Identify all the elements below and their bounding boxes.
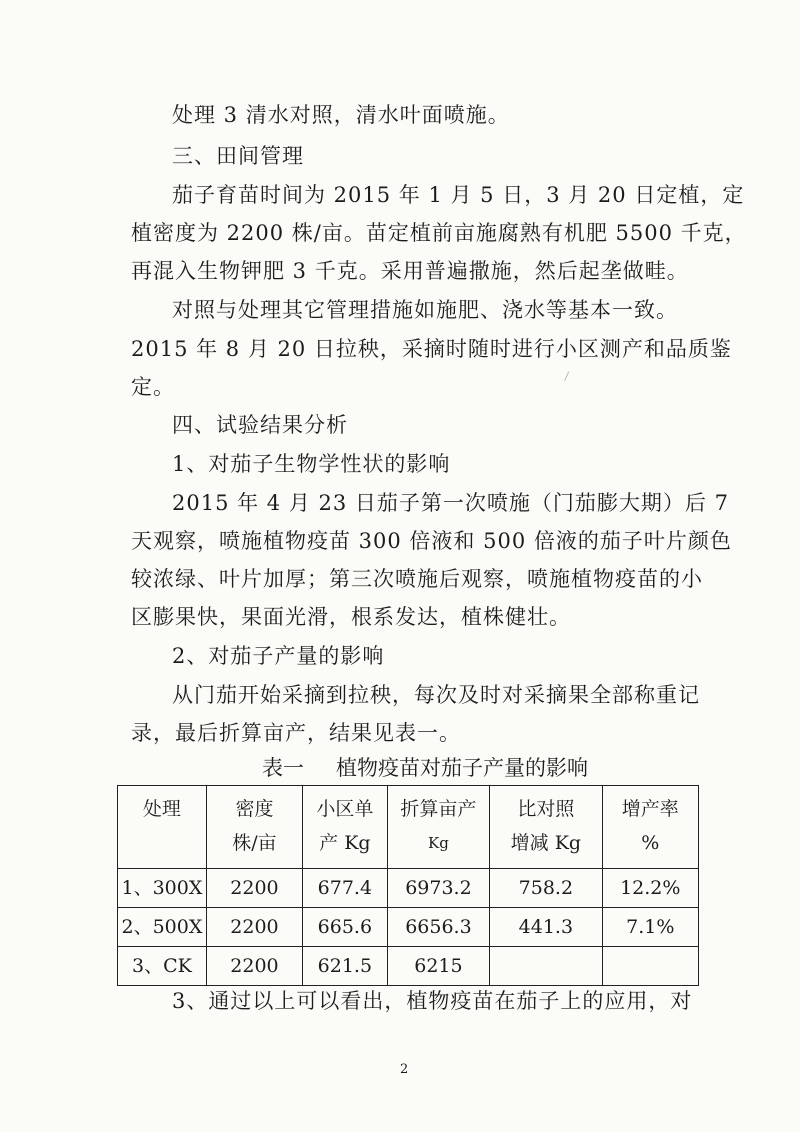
table-header-row bbox=[118, 786, 699, 869]
paragraph-line: 录，最后折算亩产，结果见表一。 bbox=[131, 721, 461, 745]
header-cell bbox=[387, 786, 490, 869]
table-caption-label: 表一 bbox=[262, 756, 304, 780]
heading-field-management: 三、田间管理 bbox=[172, 144, 304, 168]
paragraph-line: 2015 年 4 月 23 日茄子第一次喷施（门茄膨大期）后 7 bbox=[172, 491, 729, 515]
table-cell: 3、CK bbox=[118, 947, 207, 986]
table-row bbox=[118, 947, 699, 986]
header-line: 产 Kg bbox=[319, 832, 371, 854]
header-line: 处理 bbox=[142, 798, 181, 820]
header-cell bbox=[303, 786, 388, 869]
paragraph-line: 对照与处理其它管理措施如施肥、浇水等基本一致。 bbox=[172, 298, 678, 322]
header-line: 折算亩产 bbox=[400, 798, 477, 820]
yield-table bbox=[117, 785, 699, 986]
header-line: 增产率 bbox=[621, 798, 679, 820]
paragraph-line: 茄子育苗时间为 2015 年 1 月 5 日，3 月 20 日定植，定 bbox=[172, 183, 745, 207]
paragraph-line: 天观察，喷施植物疫苗 300 倍液和 500 倍液的茄子叶片颜色 bbox=[131, 529, 732, 553]
table-cell: 7.1% bbox=[602, 908, 698, 947]
header-line: % bbox=[641, 832, 660, 854]
paragraph-line: 从门茄开始采摘到拉秧，每次及时对采摘果全部称重记 bbox=[172, 683, 700, 707]
paragraph-line: 3、通过以上可以看出，植物疫苗在茄子上的应用，对 bbox=[172, 989, 693, 1013]
header-line: 株/亩 bbox=[232, 832, 277, 854]
header-cell bbox=[602, 786, 698, 869]
table-cell: 758.2 bbox=[490, 869, 602, 908]
table-row bbox=[118, 908, 699, 947]
table-cell: 12.2% bbox=[602, 869, 698, 908]
subheading-biological-traits: 1、对茄子生物学性状的影响 bbox=[172, 452, 451, 476]
subheading-yield: 2、对茄子产量的影响 bbox=[172, 644, 385, 668]
table-cell: 665.6 bbox=[303, 908, 388, 947]
page-number: 2 bbox=[400, 1062, 409, 1077]
table-cell: 6973.2 bbox=[387, 869, 490, 908]
table-row bbox=[118, 869, 699, 908]
paragraph-treatment-3: 处理 3 清水对照，清水叶面喷施。 bbox=[172, 103, 510, 127]
heading-results-analysis: 四、试验结果分析 bbox=[172, 413, 348, 437]
paragraph-line: 定。 bbox=[131, 375, 175, 399]
header-cell bbox=[490, 786, 602, 869]
header-line: 密度 bbox=[235, 798, 274, 820]
table-caption-title: 植物疫苗对茄子产量的影响 bbox=[336, 756, 588, 780]
paragraph-line: 植密度为 2200 株/亩。苗定植前亩施腐熟有机肥 5500 千克， bbox=[131, 221, 747, 245]
paragraph-line: 较浓绿、叶片加厚；第三次喷施后观察，喷施植物疫苗的小 bbox=[131, 567, 703, 591]
table-cell: 6656.3 bbox=[387, 908, 490, 947]
paragraph-line: 再混入生物钾肥 3 千克。采用普遍撒施，然后起垄做畦。 bbox=[131, 259, 689, 283]
table-cell: 2、500X bbox=[118, 908, 207, 947]
table-cell: 441.3 bbox=[490, 908, 602, 947]
table-cell: 621.5 bbox=[303, 947, 388, 986]
table-cell bbox=[490, 947, 602, 986]
header-cell bbox=[118, 786, 207, 869]
paragraph-line: 区膨果快，果面光滑，根系发达，植株健壮。 bbox=[131, 605, 571, 629]
table-caption bbox=[262, 753, 588, 783]
table-cell bbox=[602, 947, 698, 986]
table-cell: 6215 bbox=[387, 947, 490, 986]
header-line: Kg bbox=[428, 834, 449, 852]
header-line: 增减 Kg bbox=[510, 832, 582, 854]
paragraph-line: 2015 年 8 月 20 日拉秧，采摘时随时进行小区测产和品质鉴 bbox=[131, 337, 732, 361]
header-line: 小区单 bbox=[316, 798, 374, 820]
table-cell: 1、300X bbox=[118, 869, 207, 908]
table-cell: 677.4 bbox=[303, 869, 388, 908]
header-cell bbox=[206, 786, 302, 869]
table-cell: 2200 bbox=[206, 947, 302, 986]
table-cell: 2200 bbox=[206, 869, 302, 908]
table-cell: 2200 bbox=[206, 908, 302, 947]
scan-mark bbox=[564, 371, 573, 382]
header-line: 比对照 bbox=[517, 798, 575, 820]
